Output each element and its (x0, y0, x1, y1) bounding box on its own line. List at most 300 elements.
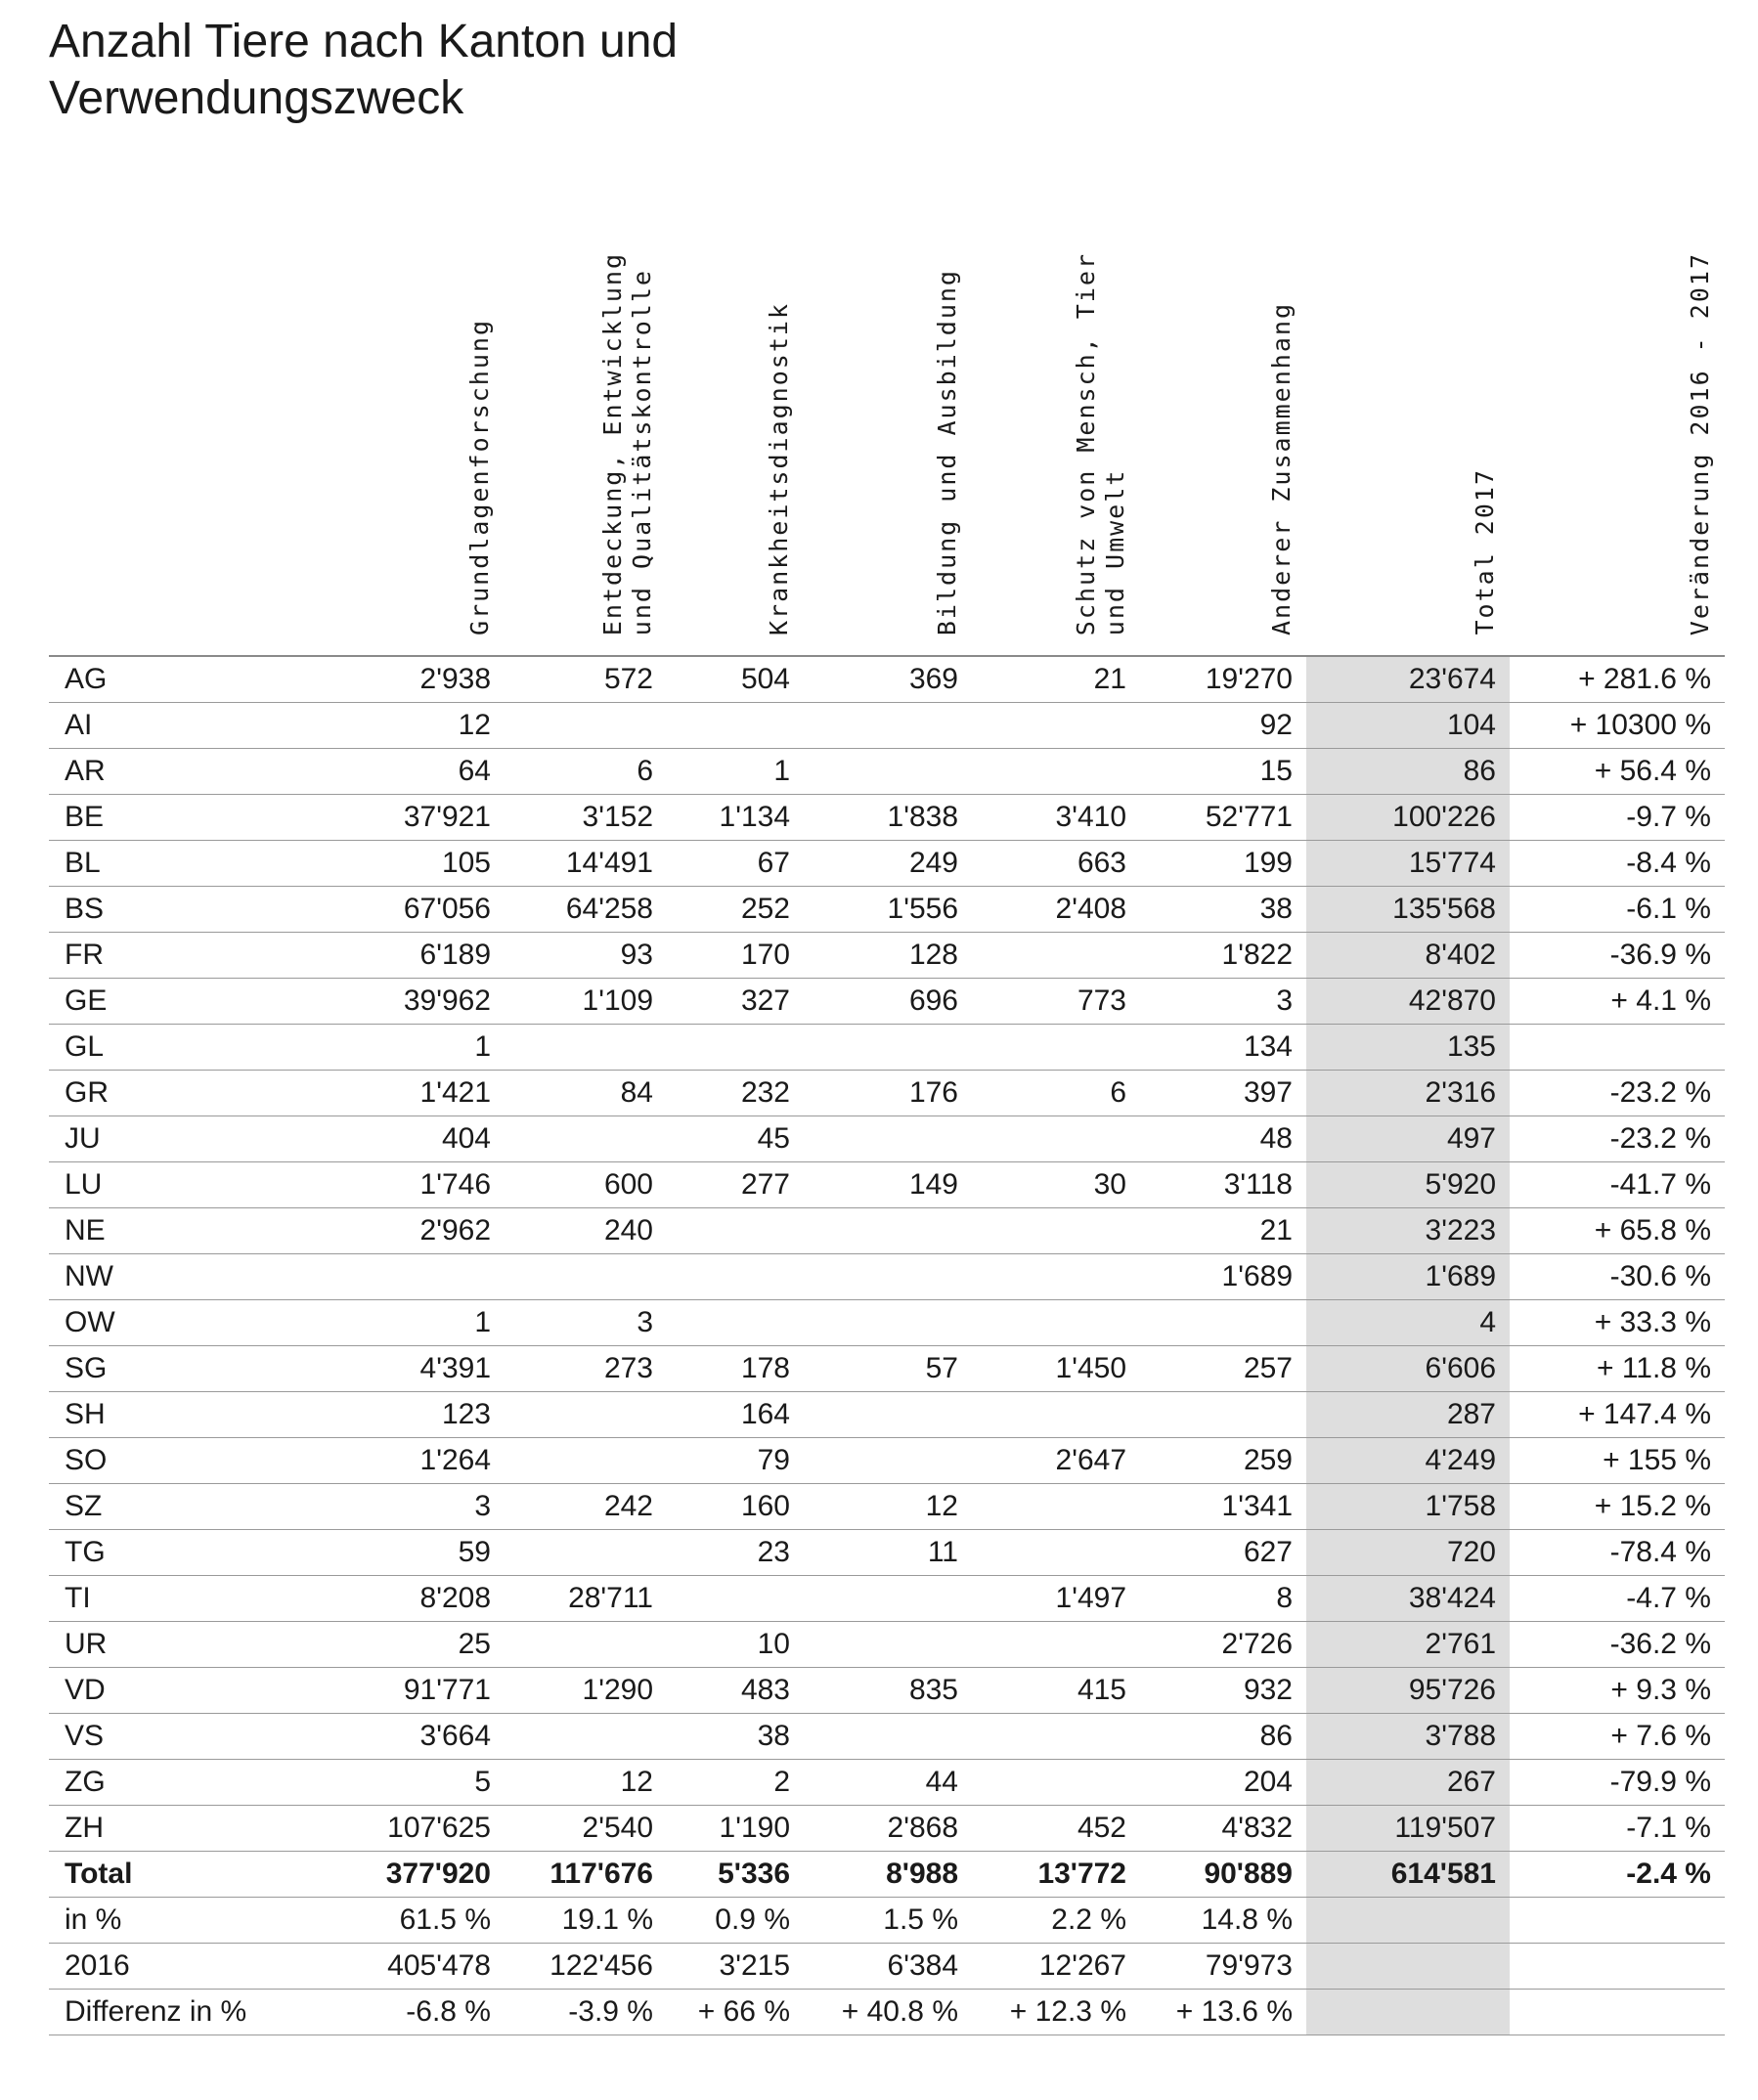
value-cell: -3.9 % (505, 1990, 667, 2035)
column-header (804, 172, 972, 656)
row-label: BL (49, 841, 280, 887)
value-cell: 6'189 (280, 933, 505, 979)
change-cell: -8.4 % (1510, 841, 1725, 887)
value-cell: 397 (1140, 1071, 1306, 1116)
row-label: SZ (49, 1484, 280, 1530)
value-cell: 199 (1140, 841, 1306, 887)
value-cell: 149 (804, 1162, 972, 1208)
column-header (1306, 172, 1510, 656)
row-label: LU (49, 1162, 280, 1208)
column-header-label: Entdeckung, Entwicklung und Qualitätskontrolle (598, 251, 656, 635)
column-header-label: Anderer Zusammenhang (1267, 301, 1296, 635)
change-cell: -23.2 % (1510, 1071, 1725, 1116)
total-cell: 38'424 (1306, 1576, 1510, 1622)
table-row (49, 1530, 1725, 1576)
table-row (49, 1254, 1725, 1300)
value-cell: 3 (505, 1300, 667, 1346)
table-row (49, 841, 1725, 887)
value-cell: 4'391 (280, 1346, 505, 1392)
value-cell (804, 1714, 972, 1760)
value-cell: 3'215 (667, 1944, 804, 1990)
value-cell (505, 1622, 667, 1668)
change-cell: + 65.8 % (1510, 1208, 1725, 1254)
row-label: SG (49, 1346, 280, 1392)
value-cell: 67 (667, 841, 804, 887)
change-cell: + 56.4 % (1510, 749, 1725, 795)
table-row (49, 1162, 1725, 1208)
change-cell: + 155 % (1510, 1438, 1725, 1484)
value-cell: 23 (667, 1530, 804, 1576)
total-cell: 100'226 (1306, 795, 1510, 841)
page-title (49, 14, 678, 127)
value-cell (505, 1438, 667, 1484)
total-cell: 15'774 (1306, 841, 1510, 887)
total-cell (1306, 1944, 1510, 1990)
row-label: SH (49, 1392, 280, 1438)
value-cell (804, 749, 972, 795)
value-cell (804, 1025, 972, 1071)
value-cell: 600 (505, 1162, 667, 1208)
value-cell: 1'746 (280, 1162, 505, 1208)
table-row (49, 1714, 1725, 1760)
total-cell: 135'568 (1306, 887, 1510, 933)
value-cell: 405'478 (280, 1944, 505, 1990)
row-label: NE (49, 1208, 280, 1254)
column-header-label: Krankheitsdiagnostik (765, 301, 793, 635)
value-cell (804, 1576, 972, 1622)
change-cell: + 4.1 % (1510, 979, 1725, 1025)
total-cell: 104 (1306, 703, 1510, 749)
value-cell: 128 (804, 933, 972, 979)
value-cell (667, 1208, 804, 1254)
table-row (49, 1576, 1725, 1622)
column-header (1510, 172, 1725, 656)
value-cell (972, 1254, 1140, 1300)
value-cell: 5'336 (667, 1852, 804, 1898)
column-header (1140, 172, 1306, 656)
value-cell: 19.1 % (505, 1898, 667, 1944)
column-header (667, 172, 804, 656)
animal-count-table (49, 172, 1725, 2035)
value-cell (972, 1714, 1140, 1760)
value-cell: 10 (667, 1622, 804, 1668)
table-row (49, 1346, 1725, 1392)
value-cell: 240 (505, 1208, 667, 1254)
row-label: in % (49, 1898, 280, 1944)
value-cell: 134 (1140, 1025, 1306, 1071)
value-cell (804, 703, 972, 749)
value-cell: 178 (667, 1346, 804, 1392)
value-cell: 64'258 (505, 887, 667, 933)
table-row (49, 1071, 1725, 1116)
value-cell: 3'152 (505, 795, 667, 841)
value-cell (972, 1530, 1140, 1576)
value-cell: 57 (804, 1346, 972, 1392)
total-cell (1306, 1990, 1510, 2035)
value-cell: 404 (280, 1116, 505, 1162)
value-cell: 3 (280, 1484, 505, 1530)
value-cell: 8 (1140, 1576, 1306, 1622)
table-row (49, 1852, 1725, 1898)
value-cell: 452 (972, 1806, 1140, 1852)
value-cell: 1'190 (667, 1806, 804, 1852)
table-row (49, 1300, 1725, 1346)
row-label: GR (49, 1071, 280, 1116)
value-cell: 1'341 (1140, 1484, 1306, 1530)
value-cell: 25 (280, 1622, 505, 1668)
value-cell: 170 (667, 933, 804, 979)
value-cell: 67'056 (280, 887, 505, 933)
value-cell: 2'726 (1140, 1622, 1306, 1668)
value-cell (1140, 1392, 1306, 1438)
value-cell: 1.5 % (804, 1898, 972, 1944)
change-cell: + 147.4 % (1510, 1392, 1725, 1438)
value-cell: 369 (804, 656, 972, 703)
change-cell: -78.4 % (1510, 1530, 1725, 1576)
table-row (49, 749, 1725, 795)
change-cell (1510, 1944, 1725, 1990)
value-cell: 30 (972, 1162, 1140, 1208)
table-row (49, 1116, 1725, 1162)
table-row (49, 1760, 1725, 1806)
change-cell: -36.9 % (1510, 933, 1725, 979)
change-cell: -2.4 % (1510, 1852, 1725, 1898)
change-cell: + 9.3 % (1510, 1668, 1725, 1714)
row-label: AI (49, 703, 280, 749)
value-cell: 14'491 (505, 841, 667, 887)
value-cell: 122'456 (505, 1944, 667, 1990)
value-cell: 1'264 (280, 1438, 505, 1484)
value-cell: 3'664 (280, 1714, 505, 1760)
value-cell (972, 1392, 1140, 1438)
value-cell (804, 1622, 972, 1668)
change-cell: -6.1 % (1510, 887, 1725, 933)
row-label: GL (49, 1025, 280, 1071)
total-cell: 119'507 (1306, 1806, 1510, 1852)
column-header (505, 172, 667, 656)
column-header-label: Bildung und Ausbildung (933, 268, 961, 635)
value-cell: 2'540 (505, 1806, 667, 1852)
value-cell (804, 1300, 972, 1346)
value-cell: 1 (280, 1025, 505, 1071)
value-cell: 93 (505, 933, 667, 979)
change-cell: -30.6 % (1510, 1254, 1725, 1300)
value-cell (505, 1714, 667, 1760)
value-cell (505, 703, 667, 749)
total-cell: 4 (1306, 1300, 1510, 1346)
title-text: Anzahl Tiere nach Kanton und Verwendungszweck (49, 16, 679, 124)
value-cell (972, 1300, 1140, 1346)
value-cell: 90'889 (1140, 1852, 1306, 1898)
change-cell: -79.9 % (1510, 1760, 1725, 1806)
table-row (49, 1484, 1725, 1530)
value-cell: 932 (1140, 1668, 1306, 1714)
value-cell: 38 (1140, 887, 1306, 933)
value-cell: 86 (1140, 1714, 1306, 1760)
value-cell: 1'421 (280, 1071, 505, 1116)
value-cell: 52'771 (1140, 795, 1306, 841)
change-cell (1510, 1898, 1725, 1944)
value-cell (505, 1254, 667, 1300)
value-cell: + 13.6 % (1140, 1990, 1306, 2035)
value-cell: 44 (804, 1760, 972, 1806)
value-cell: 1'689 (1140, 1254, 1306, 1300)
value-cell: 377'920 (280, 1852, 505, 1898)
value-cell: 773 (972, 979, 1140, 1025)
row-label: ZG (49, 1760, 280, 1806)
value-cell: 252 (667, 887, 804, 933)
total-cell: 86 (1306, 749, 1510, 795)
change-cell (1510, 1990, 1725, 2035)
value-cell: 1'822 (1140, 933, 1306, 979)
change-cell: -4.7 % (1510, 1576, 1725, 1622)
value-cell (804, 1208, 972, 1254)
value-cell (804, 1254, 972, 1300)
value-cell: 15 (1140, 749, 1306, 795)
value-cell: 6 (505, 749, 667, 795)
value-cell: 627 (1140, 1530, 1306, 1576)
column-header-label: Total 2017 (1471, 468, 1499, 635)
row-label: Differenz in % (49, 1990, 280, 2035)
total-cell: 3'788 (1306, 1714, 1510, 1760)
value-cell: 105 (280, 841, 505, 887)
column-header-label: Schutz von Mensch, Tier und Umwelt (1072, 251, 1129, 635)
row-label: AG (49, 656, 280, 703)
value-cell: 1'109 (505, 979, 667, 1025)
table-row (49, 795, 1725, 841)
total-cell: 95'726 (1306, 1668, 1510, 1714)
change-cell (1510, 1025, 1725, 1071)
value-cell: 2'962 (280, 1208, 505, 1254)
value-cell: + 66 % (667, 1990, 804, 2035)
table-row (49, 1944, 1725, 1990)
value-cell: 415 (972, 1668, 1140, 1714)
value-cell: 3'118 (1140, 1162, 1306, 1208)
value-cell (505, 1116, 667, 1162)
row-label: GE (49, 979, 280, 1025)
value-cell (972, 749, 1140, 795)
table-row (49, 1622, 1725, 1668)
value-cell: 504 (667, 656, 804, 703)
table-row (49, 703, 1725, 749)
value-cell (505, 1025, 667, 1071)
value-cell: 12'267 (972, 1944, 1140, 1990)
value-cell: 249 (804, 841, 972, 887)
value-cell: 1 (667, 749, 804, 795)
value-cell: 2 (667, 1760, 804, 1806)
total-cell: 8'402 (1306, 933, 1510, 979)
column-header-label: Veränderung 2016 - 2017 (1686, 251, 1714, 635)
change-cell: + 281.6 % (1510, 656, 1725, 703)
value-cell: 483 (667, 1668, 804, 1714)
value-cell: 11 (804, 1530, 972, 1576)
value-cell: 117'676 (505, 1852, 667, 1898)
change-cell: -7.1 % (1510, 1806, 1725, 1852)
total-cell: 23'674 (1306, 656, 1510, 703)
change-cell: -41.7 % (1510, 1162, 1725, 1208)
row-label: BE (49, 795, 280, 841)
value-cell: 835 (804, 1668, 972, 1714)
value-cell: 1'497 (972, 1576, 1140, 1622)
value-cell: 1'450 (972, 1346, 1140, 1392)
value-cell: 204 (1140, 1760, 1306, 1806)
change-cell: -9.7 % (1510, 795, 1725, 841)
value-cell (972, 1760, 1140, 1806)
value-cell (972, 1484, 1140, 1530)
table-row (49, 1025, 1725, 1071)
value-cell (667, 1576, 804, 1622)
total-cell: 3'223 (1306, 1208, 1510, 1254)
value-cell (280, 1254, 505, 1300)
row-label: SO (49, 1438, 280, 1484)
value-cell: 107'625 (280, 1806, 505, 1852)
column-header (972, 172, 1140, 656)
total-cell: 42'870 (1306, 979, 1510, 1025)
value-cell: 14.8 % (1140, 1898, 1306, 1944)
value-cell: 45 (667, 1116, 804, 1162)
value-cell: 663 (972, 841, 1140, 887)
value-cell: 1'134 (667, 795, 804, 841)
value-cell: 2'868 (804, 1806, 972, 1852)
table-row (49, 1806, 1725, 1852)
table-row (49, 656, 1725, 703)
total-cell (1306, 1898, 1510, 1944)
row-label: VD (49, 1668, 280, 1714)
table-row (49, 887, 1725, 933)
value-cell: 6'384 (804, 1944, 972, 1990)
value-cell: 6 (972, 1071, 1140, 1116)
value-cell: 257 (1140, 1346, 1306, 1392)
table-row (49, 1208, 1725, 1254)
value-cell: 232 (667, 1071, 804, 1116)
value-cell: -6.8 % (280, 1990, 505, 2035)
value-cell: 37'921 (280, 795, 505, 841)
value-cell (804, 1392, 972, 1438)
value-cell: 64 (280, 749, 505, 795)
row-label: VS (49, 1714, 280, 1760)
header-row (49, 172, 1725, 656)
value-cell (804, 1116, 972, 1162)
total-cell: 720 (1306, 1530, 1510, 1576)
value-cell: 84 (505, 1071, 667, 1116)
value-cell: 12 (804, 1484, 972, 1530)
table-row (49, 1990, 1725, 2035)
value-cell: 21 (972, 656, 1140, 703)
value-cell (972, 1116, 1140, 1162)
value-cell: 176 (804, 1071, 972, 1116)
change-cell: + 15.2 % (1510, 1484, 1725, 1530)
value-cell: 91'771 (280, 1668, 505, 1714)
row-label: BS (49, 887, 280, 933)
value-cell: 38 (667, 1714, 804, 1760)
total-cell: 1'758 (1306, 1484, 1510, 1530)
row-label: AR (49, 749, 280, 795)
value-cell: 2'408 (972, 887, 1140, 933)
total-cell: 5'920 (1306, 1162, 1510, 1208)
value-cell: 48 (1140, 1116, 1306, 1162)
value-cell: 21 (1140, 1208, 1306, 1254)
value-cell: 0.9 % (667, 1898, 804, 1944)
row-label: NW (49, 1254, 280, 1300)
total-cell: 135 (1306, 1025, 1510, 1071)
change-cell: + 33.3 % (1510, 1300, 1725, 1346)
row-label: TI (49, 1576, 280, 1622)
value-cell: 92 (1140, 703, 1306, 749)
value-cell: 4'832 (1140, 1806, 1306, 1852)
value-cell: 19'270 (1140, 656, 1306, 703)
value-cell: 2'647 (972, 1438, 1140, 1484)
row-label: TG (49, 1530, 280, 1576)
value-cell (972, 1622, 1140, 1668)
value-cell (972, 1208, 1140, 1254)
value-cell (667, 703, 804, 749)
change-cell: -23.2 % (1510, 1116, 1725, 1162)
total-cell: 2'761 (1306, 1622, 1510, 1668)
column-header (280, 172, 505, 656)
value-cell: 12 (505, 1760, 667, 1806)
value-cell: 1'290 (505, 1668, 667, 1714)
table-row (49, 979, 1725, 1025)
table-row (49, 1898, 1725, 1944)
value-cell: 277 (667, 1162, 804, 1208)
value-cell: 3'410 (972, 795, 1140, 841)
value-cell: 273 (505, 1346, 667, 1392)
value-cell: 242 (505, 1484, 667, 1530)
row-label: UR (49, 1622, 280, 1668)
table-row (49, 933, 1725, 979)
value-cell: 2'938 (280, 656, 505, 703)
total-cell: 287 (1306, 1392, 1510, 1438)
value-cell (1140, 1300, 1306, 1346)
value-cell: 8'988 (804, 1852, 972, 1898)
value-cell: 1'838 (804, 795, 972, 841)
row-label: FR (49, 933, 280, 979)
value-cell (972, 1025, 1140, 1071)
value-cell: 3 (1140, 979, 1306, 1025)
total-cell: 6'606 (1306, 1346, 1510, 1392)
value-cell: 5 (280, 1760, 505, 1806)
column-header-label: Grundlagenforschung (465, 319, 494, 635)
header-corner (49, 172, 280, 656)
table-row (49, 1392, 1725, 1438)
value-cell: 59 (280, 1530, 505, 1576)
change-cell: + 11.8 % (1510, 1346, 1725, 1392)
value-cell (505, 1392, 667, 1438)
row-label: ZH (49, 1806, 280, 1852)
value-cell: 164 (667, 1392, 804, 1438)
value-cell: 39'962 (280, 979, 505, 1025)
total-cell: 614'581 (1306, 1852, 1510, 1898)
change-cell: + 7.6 % (1510, 1714, 1725, 1760)
value-cell: 123 (280, 1392, 505, 1438)
row-label: JU (49, 1116, 280, 1162)
total-cell: 4'249 (1306, 1438, 1510, 1484)
value-cell (667, 1254, 804, 1300)
value-cell: 28'711 (505, 1576, 667, 1622)
value-cell (804, 1438, 972, 1484)
value-cell: 1 (280, 1300, 505, 1346)
value-cell: 79'973 (1140, 1944, 1306, 1990)
table-body (49, 656, 1725, 2035)
change-cell: -36.2 % (1510, 1622, 1725, 1668)
value-cell (667, 1025, 804, 1071)
row-label: Total (49, 1852, 280, 1898)
value-cell (972, 703, 1140, 749)
value-cell: + 12.3 % (972, 1990, 1140, 2035)
value-cell: 572 (505, 656, 667, 703)
value-cell: 2.2 % (972, 1898, 1140, 1944)
row-label: OW (49, 1300, 280, 1346)
